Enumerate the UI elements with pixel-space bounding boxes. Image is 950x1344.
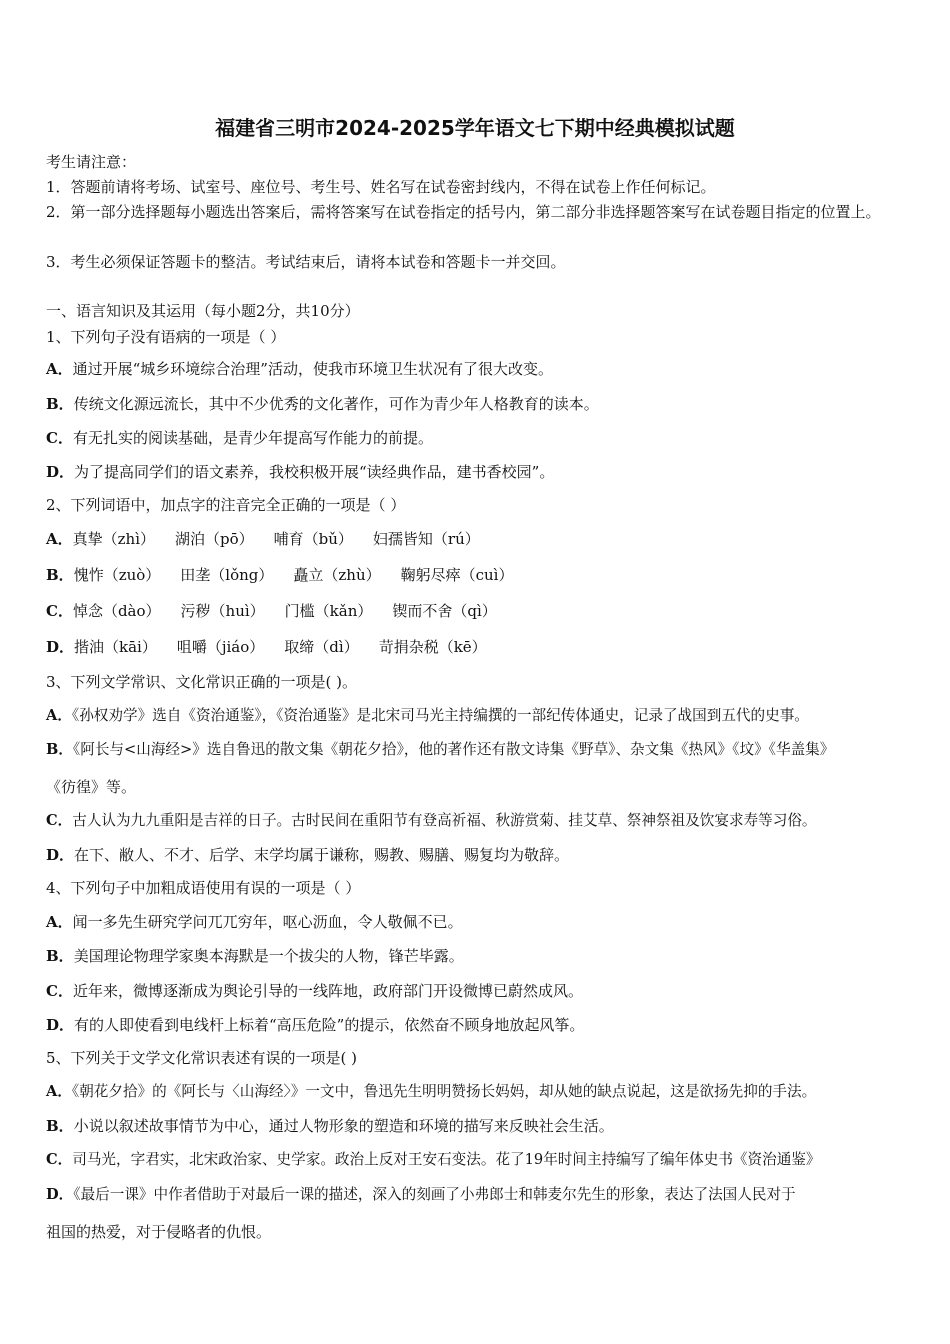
- notice-item: 3．考生必须保证答题卡的整洁。考试结束后，请将本试卷和答题卡一并交回。: [46, 253, 566, 271]
- option-row: [46, 461, 916, 483]
- option-word: 悼念（dào）: [72, 602, 161, 620]
- option-label: B．: [46, 947, 74, 965]
- option-label: D．: [46, 1016, 75, 1034]
- option-label: B．: [46, 566, 74, 584]
- question-stem: 3、下列文学常识、文化常识正确的一项是( )。: [46, 673, 358, 691]
- option-word: 污秽（huì）: [180, 602, 265, 620]
- question-stem: 1、下列句子没有语病的一项是（ ）: [46, 328, 286, 346]
- question-stem: 4、下列句子中加粗成语使用有误的一项是（ ）: [46, 879, 361, 897]
- option-text: 《阿长与<山海经>》选自鲁迅的散文集《朝花夕拾》，他的著作还有散文诗集《野草》、杂文集《热风》《坟》《华盖集》: [72, 741, 835, 758]
- option-row: [46, 980, 916, 1002]
- page-title: 福建省三明市2024-2025学年语文七下期中经典模拟试题: [215, 116, 735, 140]
- option-row: [46, 1149, 916, 1171]
- option-text: 有无扎实的阅读基础，是青少年提高写作能力的前提。: [72, 429, 433, 447]
- option-label: C．: [46, 982, 73, 1000]
- option-label: A．: [46, 530, 73, 548]
- option-label: A．: [46, 360, 73, 378]
- option-row: [46, 945, 916, 967]
- option-word: 妇孺皆知（rú）: [372, 530, 480, 548]
- option-word: 揩油（kāi）: [74, 638, 157, 656]
- option-label: B．: [46, 741, 73, 758]
- option-continuation: 祖国的热爱，对于侵略者的仇恨。: [46, 1223, 272, 1241]
- section-heading: 一、语言知识及其运用（每小题2分，共10分）: [46, 302, 360, 320]
- option-word: 门槛（kǎn）: [284, 602, 373, 620]
- option-word: 湖泊（pō）: [175, 530, 254, 548]
- option-text: 《孙权劝学》选自《资治通鉴》，《资治通鉴》是北宋司马光主持编撰的一部纪传体通史，记录了战国到五代的史事。: [71, 707, 809, 724]
- option-text: 美国理论物理学家奥本海默是一个拔尖的人物，锋芒毕露。: [73, 947, 464, 965]
- option-text: 在下、敝人、不才、后学、末学均属于谦称，赐教、赐膳、赐复均为敬辞。: [74, 846, 570, 864]
- option-row: [46, 600, 916, 622]
- option-label: A．: [46, 1083, 72, 1100]
- option-text: 为了提高同学们的语文素养，我校积极开展“读经典作品，建书香校园”。: [74, 463, 555, 481]
- option-row: [46, 1115, 916, 1137]
- option-word: 苛捐杂税（kē）: [378, 638, 487, 656]
- option-text: 小说以叙述故事情节为中心，通过人物形象的塑造和环境的描写来反映社会生活。: [73, 1117, 614, 1135]
- option-row: [46, 1184, 916, 1206]
- option-text: 古人认为九九重阳是吉祥的日子。古时民间在重阳节有登高祈福、秋游赏菊、挂艾草、祭神祭祖及饮宴求寿等习俗。: [72, 812, 817, 829]
- option-text: 通过开展“城乡环境综合治理”活动，使我市环境卫生状况有了很大改变。: [72, 360, 553, 378]
- option-row: [46, 528, 916, 550]
- option-row: [46, 636, 916, 658]
- option-row: [46, 564, 916, 586]
- option-label: D．: [46, 846, 75, 864]
- option-text: 闻一多先生研究学问兀兀穷年，呕心沥血，令人敬佩不已。: [72, 913, 463, 931]
- option-text: 有的人即使看到电线杆上标着“高压危险”的提示，依然奋不顾身地放起风筝。: [74, 1016, 585, 1034]
- notice-heading: 考生请注意：: [46, 153, 137, 171]
- question-stem: 5、下列关于文学文化常识表述有误的一项是( ): [46, 1049, 358, 1067]
- option-label: B．: [46, 395, 74, 413]
- option-text: 传统文化源远流长，其中不少优秀的文化著作，可作为青少年人格教育的读本。: [73, 395, 599, 413]
- option-row: [46, 393, 916, 415]
- option-word: 取缔（dì）: [284, 638, 359, 656]
- option-text: 《最后一课》中作者借助于对最后一课的描述，深入的刻画了小弗郎士和韩麦尔先生的形象，表达了法国人民对于: [73, 1186, 796, 1203]
- option-label: B．: [46, 1117, 74, 1135]
- option-text: 《朝花夕拾》的《阿长与〈山海经〉》一文中，鲁迅先生明明赞扬长妈妈，却从她的缺点说起，这是欲扬先抑的手法。: [71, 1083, 817, 1100]
- option-row: [46, 1014, 916, 1036]
- option-label: D．: [46, 463, 75, 481]
- option-label: D．: [46, 1186, 74, 1203]
- option-text: 司马光，字君实，北宋政治家、史学家。政治上反对王安石变法。花了19年时间主持编写了编年体史书《资治通鉴》: [72, 1151, 821, 1168]
- option-word: 愧怍（zuò）: [73, 566, 161, 584]
- option-word: 锲而不舍（qì）: [392, 602, 497, 620]
- notice-item: 2．第一部分选择题每小题选出答案后，需将答案写在试卷指定的括号内，第二部分非选择题答案写在试卷题目指定的位置上。: [46, 203, 881, 221]
- option-row: [46, 1081, 916, 1103]
- option-word: 田垄（lǒng）: [180, 566, 274, 584]
- option-row: [46, 358, 916, 380]
- option-row: [46, 427, 916, 449]
- option-row: [46, 844, 916, 866]
- question-stem: 2、下列词语中，加点字的注音完全正确的一项是（ ）: [46, 496, 406, 514]
- option-label: C．: [46, 602, 73, 620]
- option-row: [46, 739, 916, 761]
- option-word: 鞠躬尽瘁（cuì）: [400, 566, 514, 584]
- option-label: C．: [46, 812, 73, 829]
- option-label: C．: [46, 429, 73, 447]
- option-word: 哺育（bǔ）: [273, 530, 353, 548]
- option-row: [46, 911, 916, 933]
- option-word: 矗立（zhù）: [293, 566, 381, 584]
- option-continuation: 《彷徨》等。: [46, 778, 137, 796]
- option-row: [46, 705, 916, 727]
- option-label: A．: [46, 707, 72, 724]
- option-label: A．: [46, 913, 73, 931]
- option-text: 近年来，微博逐渐成为舆论引导的一线阵地，政府部门开设微博已蔚然成风。: [72, 982, 583, 1000]
- option-word: 真挚（zhì）: [72, 530, 156, 548]
- option-row: [46, 810, 916, 832]
- notice-item: 1．答题前请将考场、试室号、座位号、考生号、姓名写在试卷密封线内，不得在试卷上作任何标记。: [46, 178, 716, 196]
- option-label: C．: [46, 1151, 73, 1168]
- option-word: 咀嚼（jiáo）: [176, 638, 265, 656]
- option-label: D．: [46, 638, 75, 656]
